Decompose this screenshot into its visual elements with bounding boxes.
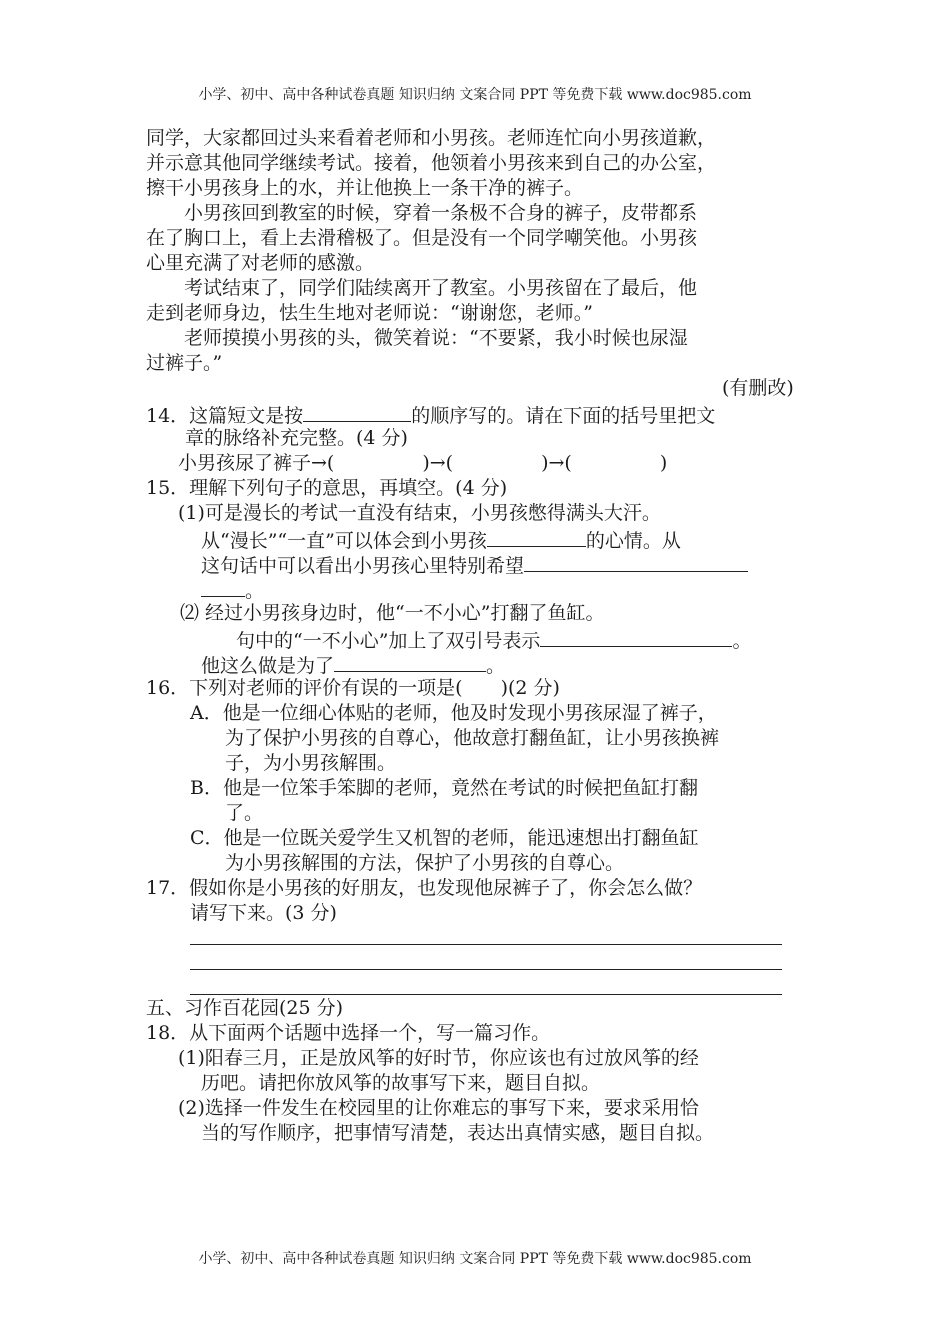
answer-line[interactable] — [190, 994, 782, 995]
q16-option-a-cont: 子，为小男孩解围。 — [225, 752, 397, 774]
answer-line[interactable] — [190, 969, 782, 970]
question-17-cont: 请写下来。(3 分) — [190, 902, 337, 924]
passage-line: 小男孩回到教室的时候，穿着一条极不合身的裤子，皮带都系 — [184, 202, 698, 224]
q15-text: 。 — [486, 655, 506, 677]
passage-line: 在了胸口上，看上去滑稽极了。但是没有一个同学嘲笑他。小男孩 — [146, 227, 698, 249]
q15-line — [201, 526, 681, 554]
question-18-title: 18．从下面两个话题中选择一个，写一篇习作。 — [146, 1022, 551, 1044]
q14-seq-start: 小男孩尿了裤子→( — [178, 452, 335, 474]
q15-sentence-1: (1)可是漫长的考试一直没有结束，小男孩憋得满头大汗。 — [178, 502, 661, 524]
q16-option-c-cont: 为小男孩解围的方法，保护了小男孩的自尊心。 — [225, 852, 625, 874]
passage-line: 过裤子。” — [146, 352, 223, 374]
q15-text: 。 — [732, 630, 752, 652]
passage-line: 心里充满了对老师的感激。 — [146, 252, 375, 274]
q15-text: 这句话中可以看出小男孩心里特别希望 — [201, 555, 525, 577]
q15-blank-3[interactable] — [540, 626, 732, 647]
passage-line: 并示意其他同学继续考试。接着，他领着小男孩来到自己的办公室， — [146, 152, 717, 174]
q16-option-c[interactable]: C．他是一位既关爱学生又机智的老师，能迅速想出打翻鱼缸 — [190, 827, 699, 849]
question-14 — [146, 401, 715, 429]
page-footer: 小学、初中、高中各种试卷真题 知识归纳 文案合同 PPT 等免费下载 www.doc985.com — [198, 1251, 752, 1267]
q15-text: 从“漫长”“一直”可以体会到小男孩 — [201, 530, 487, 552]
q15-line — [236, 626, 751, 654]
question-15-title: 15．理解下列句子的意思，再填空。(4 分) — [146, 477, 508, 499]
q15-line — [201, 651, 505, 679]
q14-line-2: 章的脉络补充完整。(4 分) — [185, 427, 408, 449]
passage-line: 走到老师身边，怯生生地对老师说：“谢谢您，老师。” — [146, 302, 593, 324]
question-17: 17．假如你是小男孩的好朋友，也发现他尿裤子了，你会怎么做？ — [146, 877, 703, 899]
q18-topic-1: (1)阳春三月，正是放风筝的好时节，你应该也有过放风筝的经 — [178, 1047, 699, 1069]
passage-line: 擦干小男孩身上的水，并让他换上一条干净的裤子。 — [146, 177, 584, 199]
q15-text: 句中的“一不小心”加上了双引号表示 — [236, 630, 541, 652]
q18-topic-1-cont: 历吧。请把你放风筝的故事写下来，题目自拟。 — [201, 1072, 601, 1094]
passage-line: 老师摸摸小男孩的头，微笑着说：“不要紧，我小时候也尿湿 — [184, 327, 688, 349]
passage-source-note: (有删改) — [722, 377, 794, 399]
section-title: 五、习作百花园(25 分) — [146, 997, 344, 1019]
q14-seq-arrow-1: )→( — [422, 452, 454, 474]
q16-option-b-cont: 了。 — [225, 802, 264, 824]
q16-option-b[interactable]: B．他是一位笨手笨脚的老师，竟然在考试的时候把鱼缸打翻 — [190, 777, 698, 799]
q15-line — [201, 576, 264, 604]
q18-topic-2-cont: 当的写作顺序，把事情写清楚，表达出真情实感，题目自拟。 — [201, 1122, 715, 1144]
question-16-title: 16．下列对老师的评价有误的一项是( )(2 分) — [146, 677, 560, 699]
q16-option-a[interactable]: A．他是一位细心体贴的老师，他及时发现小男孩尿湿了裤子， — [190, 702, 717, 724]
answer-line[interactable] — [190, 944, 782, 945]
q14-text-b: 的顺序写的。请在下面的括号里把文 — [411, 405, 716, 427]
passage-line: 考试结束了，同学们陆续离开了教室。小男孩留在了最后，他 — [184, 277, 698, 299]
q18-topic-2: (2)选择一件发生在校园里的让你难忘的事写下来，要求采用恰 — [178, 1097, 699, 1119]
q14-sequence — [178, 451, 667, 476]
q14-text-a: 14．这篇短文是按 — [146, 405, 304, 427]
q15-blank-1[interactable] — [487, 526, 586, 547]
q15-text: 的心情。从 — [585, 530, 681, 552]
q14-seq-arrow-2: )→( — [541, 452, 572, 474]
q15-text: 他这么做是为了 — [201, 655, 335, 677]
q15-sentence-2: ⑵ 经过小男孩身边时，他“一不小心”打翻了鱼缸。 — [180, 602, 605, 624]
q14-seq-end: ) — [659, 452, 668, 474]
q16-option-a-cont: 为了保护小男孩的自尊心，他故意打翻鱼缸，让小男孩换裤 — [225, 727, 720, 749]
q15-blank-2[interactable] — [524, 551, 748, 572]
q14-blank[interactable] — [303, 401, 411, 422]
q15-text: 。 — [245, 580, 265, 602]
q15-line — [201, 551, 748, 579]
q15-blank-2-cont[interactable] — [201, 576, 245, 597]
passage-line: 同学，大家都回过头来看着老师和小男孩。老师连忙向小男孩道歉， — [146, 127, 717, 149]
q15-blank-4[interactable] — [334, 651, 486, 672]
page-header: 小学、初中、高中各种试卷真题 知识归纳 文案合同 PPT 等免费下载 www.doc985.com — [198, 87, 752, 103]
